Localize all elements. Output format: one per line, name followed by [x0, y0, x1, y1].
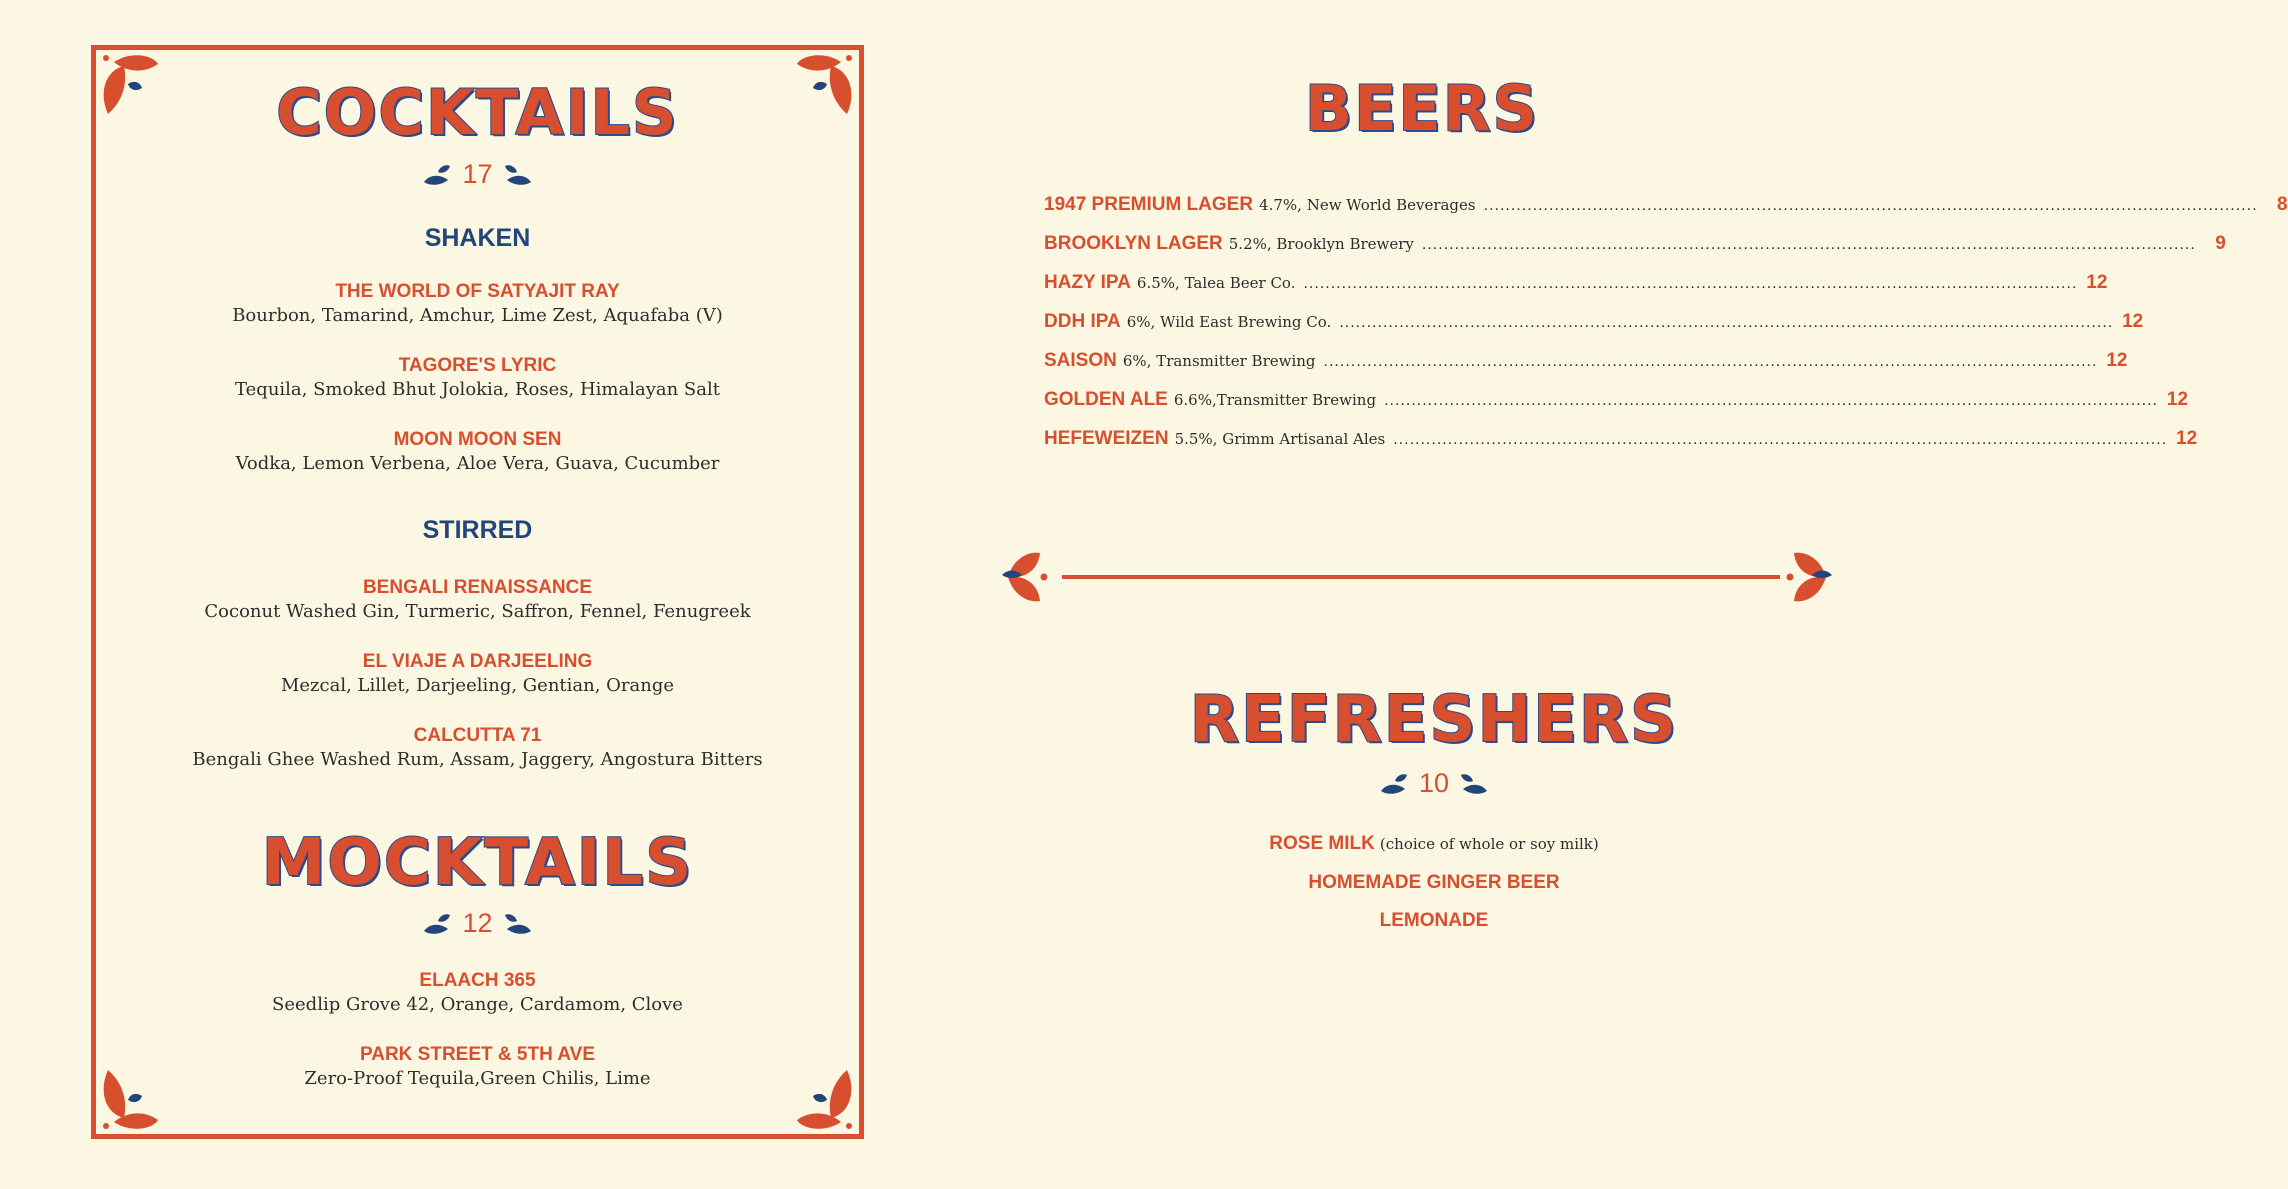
drink-ingredients: Coconut Washed Gin, Turmeric, Saffron, Fennel, Fenugreek: [204, 601, 751, 622]
leaf-ornament-left-icon: [1000, 545, 1048, 607]
beer-info: 6%, Transmitter Brewing: [1122, 352, 1316, 370]
table-row: [1044, 311, 2144, 350]
leaf-right-icon: [503, 909, 533, 939]
refresher-name: LEMONADE: [1379, 910, 1489, 931]
leaf-left-icon: [422, 160, 452, 190]
leaf-ornament-right-icon: [1786, 545, 1834, 607]
dot-leader: ..............................................................................................................................................: [1421, 237, 2196, 253]
refreshers-price-row: [1044, 768, 1824, 799]
drink-ingredients: Mezcal, Lillet, Darjeeling, Gentian, Orange: [280, 675, 675, 696]
leaf-left-icon: [1379, 769, 1409, 799]
beer-list: [1044, 194, 2288, 467]
beer-name: 1947 PREMIUM LAGER: [1044, 194, 1254, 215]
drink-name: EL VIAJE A DARJEELING: [362, 651, 593, 672]
beer-name: DDH IPA: [1044, 311, 1121, 332]
dot-leader: ..............................................................................................................................................: [1393, 432, 2168, 448]
dot-leader: ..............................................................................................................................................: [1483, 198, 2258, 214]
leaf-right-icon: [1459, 769, 1489, 799]
list-item: [96, 280, 859, 328]
drink-name: ELAACH 365: [419, 970, 536, 991]
drink-ingredients: Bourbon, Tamarind, Amchur, Lime Zest, Aquafaba (V): [232, 305, 723, 326]
beer-price: 12: [2166, 389, 2189, 410]
drink-name: THE WORLD OF SATYAJIT RAY: [335, 281, 620, 302]
list-item: [96, 428, 859, 476]
list-item: [96, 724, 859, 772]
drink-name: PARK STREET & 5TH AVE: [359, 1044, 596, 1065]
beer-price: 12: [2106, 350, 2128, 371]
cocktails-price-row: [96, 159, 859, 190]
refreshers-title: REFRESHERS: [1189, 683, 1679, 757]
cocktails-panel: [96, 50, 859, 1134]
drink-ingredients: Vodka, Lemon Verbena, Aloe Vera, Guava, Cucumber: [235, 453, 720, 474]
beer-name: BROOKLYN LAGER: [1044, 233, 1223, 254]
refresher-note: (choice of whole or soy milk): [1379, 835, 1599, 853]
drink-name: CALCUTTA 71: [413, 725, 542, 746]
list-item: [1044, 872, 1824, 894]
dot-leader: ..............................................................................................................................................: [1384, 393, 2159, 409]
dot-leader: ..............................................................................................................................................: [1303, 276, 2078, 292]
mocktails-price: 12: [462, 908, 493, 938]
leaf-right-icon: [503, 160, 533, 190]
cocktails-title: COCKTAILS: [276, 76, 679, 149]
list-item: [1044, 833, 1824, 855]
table-row: [1044, 233, 2226, 272]
beer-price: 12: [2176, 428, 2198, 449]
drink-ingredients: Seedlip Grove 42, Orange, Cardamom, Clove: [272, 994, 683, 1015]
beer-info: 5.2%, Brooklyn Brewery: [1228, 235, 1414, 253]
leaf-left-icon: [422, 909, 452, 939]
shaken-heading: SHAKEN: [424, 224, 531, 252]
refresher-name: HOMEMADE GINGER BEER: [1308, 872, 1560, 893]
dot-leader: ..............................................................................................................................................: [1323, 354, 2098, 370]
mocktails-title: MOCKTAILS: [261, 826, 694, 900]
beer-name: SAISON: [1044, 350, 1117, 371]
list-item: [96, 354, 859, 402]
beer-name: HEFEWEIZEN: [1044, 428, 1169, 449]
refreshers-price: 10: [1418, 768, 1450, 798]
beer-price: 8: [2276, 194, 2288, 215]
beer-price: 12: [2122, 311, 2144, 332]
table-row: [1044, 272, 2108, 311]
drink-name: TAGORE'S LYRIC: [398, 355, 557, 376]
table-row: [1044, 389, 2189, 428]
list-item: [96, 1043, 859, 1091]
beer-name: GOLDEN ALE: [1044, 389, 1168, 410]
drink-ingredients: Tequila, Smoked Bhut Jolokia, Roses, Himalayan Salt: [235, 379, 720, 400]
stirred-heading: STIRRED: [422, 516, 533, 544]
drink-name: BENGALI RENAISSANCE: [362, 577, 593, 598]
list-item: [1044, 910, 1824, 932]
beer-price: 9: [2215, 233, 2226, 254]
dot-leader: ..............................................................................................................................................: [1339, 315, 2114, 331]
drink-name: MOON MOON SEN: [393, 429, 562, 450]
drink-ingredients: Zero-Proof Tequila,Green Chilis, Lime: [304, 1068, 651, 1089]
refresher-name: ROSE MILK: [1269, 833, 1375, 854]
beer-name: HAZY IPA: [1044, 272, 1131, 293]
drink-ingredients: Bengali Ghee Washed Rum, Assam, Jaggery, Angostura Bitters: [192, 749, 763, 770]
table-row: [1044, 194, 2288, 233]
beer-info: 5.5%, Grimm Artisanal Ales: [1174, 430, 1386, 448]
section-divider: [1062, 575, 1780, 579]
beer-info: 6.5%, Talea Beer Co.: [1136, 274, 1296, 292]
list-item: [96, 969, 859, 1017]
list-item: [96, 576, 859, 624]
beers-title: BEERS: [1304, 72, 1540, 145]
beer-price: 12: [2086, 272, 2108, 293]
beer-info: 4.7%, New World Beverages: [1259, 196, 1476, 214]
mocktails-price-row: [96, 908, 859, 939]
beer-info: 6%, Wild East Brewing Co.: [1126, 313, 1332, 331]
beer-info: 6.6%,Transmitter Brewing: [1173, 391, 1377, 409]
cocktails-price: 17: [462, 159, 493, 189]
list-item: [96, 650, 859, 698]
table-row: [1044, 428, 2198, 467]
table-row: [1044, 350, 2128, 389]
